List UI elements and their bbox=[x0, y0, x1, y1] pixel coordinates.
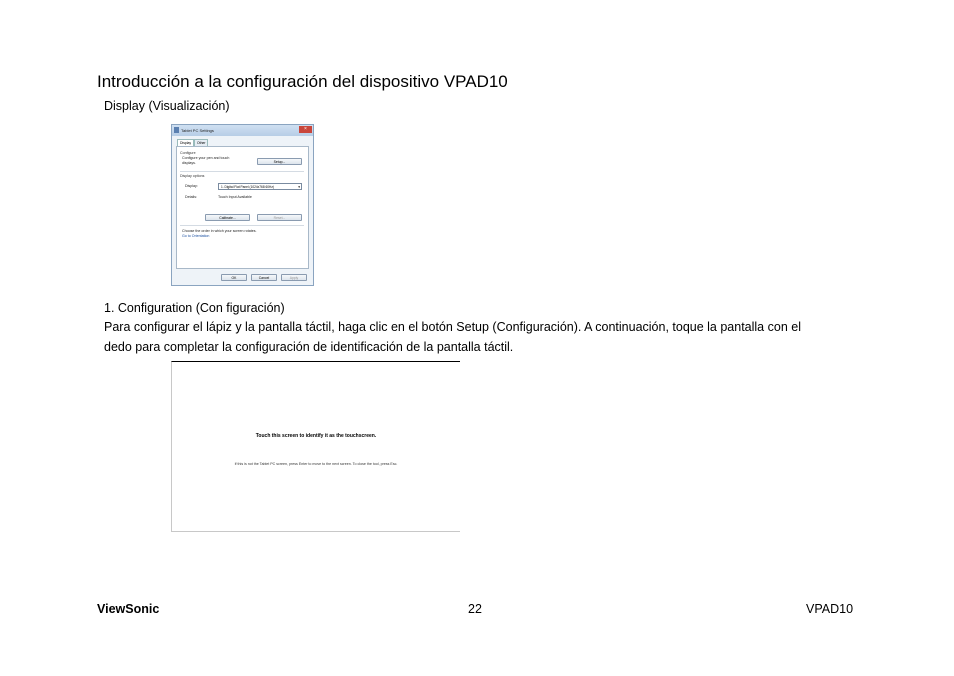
display-options-label: Display options bbox=[180, 174, 205, 178]
reset-button[interactable]: Reset... bbox=[257, 214, 302, 221]
footer-page-number: 22 bbox=[468, 602, 482, 616]
chevron-down-icon: ▾ bbox=[298, 185, 300, 189]
page-title: Introducción a la configuración del dispositivo VPAD10 bbox=[97, 72, 508, 91]
paragraph-line-2: dedo para completar la configuración de identificación de la pantalla táctil. bbox=[104, 340, 514, 354]
configure-description-2: displays. bbox=[182, 161, 196, 165]
details-value: Touch Input Available bbox=[218, 195, 252, 199]
display-select-value: 1. Digital Flat Panel (1024x768 60Hz) bbox=[221, 185, 274, 189]
touch-note: If this is not the Tablet PC screen, press Enter to move to the next screen. To close the tool, press Esc. bbox=[234, 462, 398, 466]
calibrate-button[interactable]: Calibrate... bbox=[205, 214, 250, 221]
setup-button[interactable]: Setup... bbox=[257, 158, 302, 165]
footer-brand: ViewSonic bbox=[97, 602, 160, 616]
tab-display[interactable]: Display bbox=[177, 139, 194, 146]
dialog-titlebar bbox=[172, 125, 313, 136]
divider bbox=[180, 171, 304, 172]
dialog-panel bbox=[176, 146, 309, 269]
close-icon[interactable]: × bbox=[299, 126, 312, 133]
tablet-pc-settings-dialog bbox=[171, 124, 314, 286]
divider bbox=[180, 225, 304, 226]
configure-group-label: Configure bbox=[180, 151, 196, 155]
touch-instruction: Touch this screen to identify it as the touchscreen. bbox=[255, 433, 377, 439]
section-subtitle: Display (Visualización) bbox=[104, 99, 230, 113]
display-label: Display: bbox=[185, 184, 198, 188]
details-label: Details: bbox=[185, 195, 197, 199]
touchscreen-identification-screen bbox=[171, 361, 460, 532]
paragraph-line-1: Para configurar el lápiz y la pantalla táctil, haga clic en el botón Setup (Configuración). A continuación, toque la pantalla con el bbox=[104, 320, 801, 334]
display-select[interactable] bbox=[218, 183, 302, 190]
configure-description: Configure your pen and touch bbox=[182, 156, 230, 160]
apply-button[interactable]: Apply bbox=[281, 274, 307, 281]
orientation-description: Choose the order in which your screen rotates. bbox=[182, 229, 257, 233]
cancel-button[interactable]: Cancel bbox=[251, 274, 277, 281]
tablet-icon bbox=[174, 127, 179, 133]
footer-model: VPAD10 bbox=[806, 602, 854, 616]
orientation-link[interactable]: Go to Orientation bbox=[182, 234, 210, 238]
section-title: 1. Configuration (Con figuración) bbox=[104, 301, 285, 315]
dialog-title: Tablet PC Settings bbox=[181, 128, 214, 133]
ok-button[interactable]: OK bbox=[221, 274, 247, 281]
tab-other[interactable]: Other bbox=[194, 139, 208, 146]
